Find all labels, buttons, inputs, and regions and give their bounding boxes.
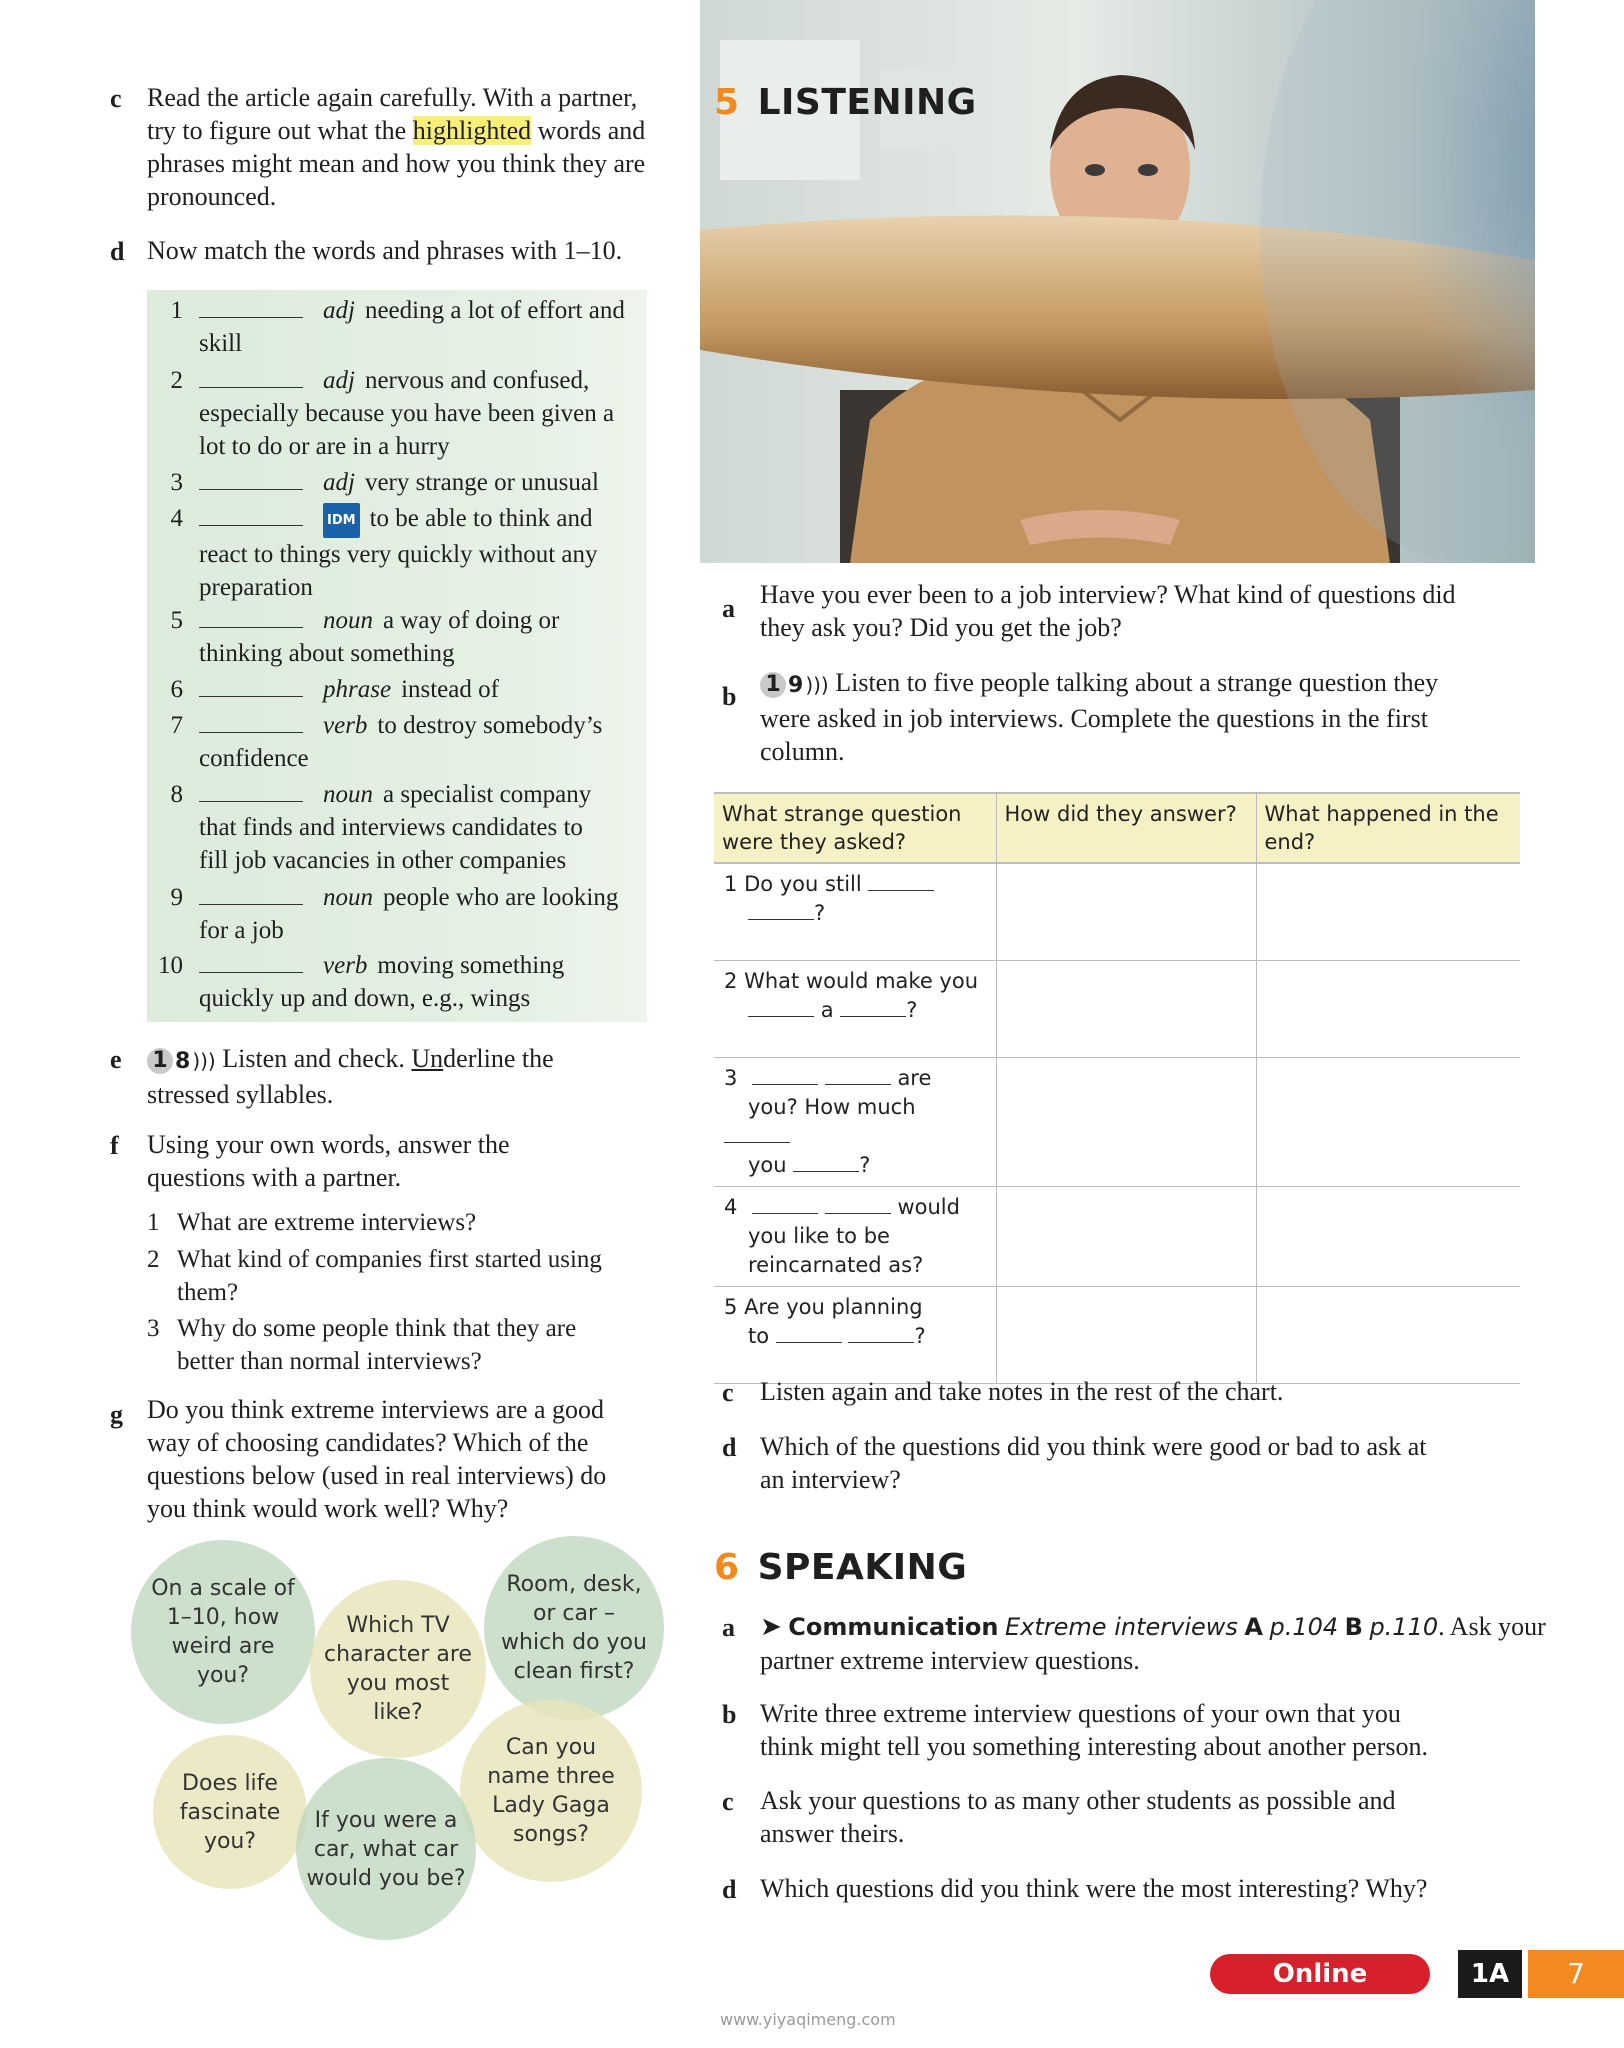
vocab-blank[interactable]	[199, 779, 303, 802]
notes-cell[interactable]	[1256, 961, 1520, 1058]
question-part: to	[748, 1324, 770, 1348]
vocab-number: 2	[170, 367, 183, 394]
chart-row	[714, 1058, 1520, 1187]
exercise-f-line: questions with a partner.	[147, 1163, 402, 1192]
audio-track-number: 9	[788, 672, 804, 698]
notes-cell[interactable]	[996, 1187, 1256, 1287]
sound-waves-icon: )))	[805, 672, 829, 697]
question-part: Do you still	[744, 872, 862, 896]
listening-a-line: they ask you? Did you get the job?	[760, 613, 1122, 642]
question-bubble-car	[296, 1758, 476, 1940]
question-part: Are you planning	[744, 1295, 923, 1319]
definition: needing a lot of effort and	[364, 297, 625, 324]
exercise-g-text	[147, 1393, 687, 1525]
vocab-number: 6	[170, 676, 183, 703]
listening-c-text: Listen again and take notes in the rest of the chart.	[760, 1377, 1284, 1406]
speaking-a-line2: partner extreme interview questions.	[760, 1646, 1140, 1675]
definition-cont: thinking about something	[199, 640, 455, 667]
online-practice-button[interactable]: Online Practice	[1210, 1954, 1430, 1994]
exercise-c-text	[147, 81, 667, 213]
speaking-c-text	[760, 1784, 1580, 1850]
vocab-number: 5	[170, 607, 183, 634]
notes-cell[interactable]	[996, 863, 1256, 961]
vocab-item-7	[147, 709, 667, 775]
question-cell	[714, 961, 996, 1058]
exercise-g-line: questions below (used in real interviews) do	[147, 1461, 607, 1490]
row-number: 3	[724, 1066, 738, 1090]
vocab-number: 3	[170, 469, 183, 496]
definition-cont: that finds and interviews candidates to	[199, 814, 583, 841]
question-bubble-clean	[484, 1536, 664, 1720]
question-part: you like to be	[748, 1224, 890, 1248]
exercise-g-line: you think would work well? Why?	[147, 1494, 509, 1523]
notes-cell[interactable]	[996, 961, 1256, 1058]
exercise-d-label: d	[110, 237, 125, 266]
speaking-b-label: b	[722, 1700, 737, 1729]
answer-blank[interactable]	[748, 901, 814, 920]
question-item-3	[147, 1312, 677, 1375]
question-cell	[714, 1287, 996, 1384]
vocab-number: 9	[170, 884, 183, 911]
speaking-a-text	[760, 1610, 1580, 1677]
definition-cont: for a job	[199, 917, 284, 944]
speaking-a-rest: . Ask your	[1438, 1612, 1546, 1641]
answer-blank[interactable]	[868, 872, 934, 891]
exercise-e-label: e	[110, 1045, 122, 1074]
question-part: ?	[859, 1153, 871, 1177]
definition-cont: react to things very quickly without any	[199, 540, 598, 568]
vocab-blank[interactable]	[199, 503, 303, 526]
vocab-number: 10	[158, 952, 183, 979]
speaking-b-line: Write three extreme interview questions of your own that you	[760, 1699, 1401, 1728]
question-part: ?	[814, 901, 826, 925]
vocab-blank[interactable]	[199, 365, 303, 388]
unit-label: 1A	[1458, 1950, 1522, 1998]
part-of-speech: noun	[323, 884, 373, 911]
audio-cd-icon: 1	[760, 672, 786, 698]
question-part: are	[897, 1066, 932, 1090]
exercise-c-text-after: words and phrases might mean and how you think they are pronounced.	[147, 116, 646, 211]
listening-b-label: b	[722, 682, 737, 711]
page-number: 7	[1528, 1950, 1624, 1998]
vocab-number: 1	[170, 297, 183, 324]
vocab-blank[interactable]	[199, 605, 303, 628]
section-title-speaking	[714, 1547, 967, 1588]
question-bubble-tv	[310, 1580, 486, 1758]
question-part: ?	[914, 1324, 926, 1348]
vocab-blank[interactable]	[199, 467, 303, 490]
notes-cell[interactable]	[1256, 863, 1520, 961]
question-text: better than normal interviews?	[177, 1348, 482, 1375]
student-a-label: A	[1244, 1613, 1263, 1641]
bubble-text: Room, desk, or car – which do you clean first?	[501, 1572, 647, 1684]
definition-cont: confidence	[199, 745, 309, 772]
section-title-listening	[714, 82, 977, 123]
listening-a-text	[760, 578, 1560, 644]
speaking-a-label: a	[722, 1613, 735, 1642]
exercise-f-text	[147, 1128, 667, 1194]
section-title-text: LISTENING	[757, 82, 977, 123]
exercise-d-text: Now match the words and phrases with 1–10.	[147, 236, 623, 265]
question-item-1	[147, 1206, 667, 1239]
arrow-right-icon: ➤	[760, 1612, 782, 1641]
speaking-d-text: Which questions did you think were the most interesting? Why?	[760, 1874, 1428, 1903]
answer-blank[interactable]	[748, 998, 814, 1017]
exercise-e-t1: Listen and check.	[222, 1044, 412, 1073]
chart-header-row	[714, 793, 1520, 863]
watermark-url: www.yiyaqimeng.com	[720, 2010, 896, 2029]
page-ref-b[interactable]: p.110	[1369, 1613, 1439, 1641]
question-bubble-life	[153, 1735, 307, 1889]
definition: nervous and confused,	[364, 367, 590, 394]
notes-cell[interactable]	[1256, 1187, 1520, 1287]
listening-a-label: a	[722, 594, 735, 623]
exercise-f-label: f	[110, 1131, 119, 1160]
definition: to be able to think and	[369, 505, 593, 532]
part-of-speech: phrase	[323, 676, 392, 703]
audio-cd-icon: 1	[147, 1048, 173, 1074]
question-cell	[714, 1058, 996, 1187]
part-of-speech: adj	[323, 367, 355, 394]
listening-d-line: an interview?	[760, 1465, 901, 1494]
listening-b-text	[760, 666, 1580, 768]
answer-blank[interactable]	[825, 1066, 891, 1085]
definition: moving something	[377, 952, 565, 979]
vocab-number: 8	[170, 781, 183, 808]
part-of-speech: adj	[323, 469, 355, 496]
vocab-item-9	[147, 881, 667, 947]
audio-track-button[interactable]	[147, 1045, 216, 1078]
definition-cont: skill	[199, 330, 243, 357]
exercise-f-line: Using your own words, answer the	[147, 1130, 510, 1159]
chart-header: How did they answer?	[996, 793, 1256, 863]
row-number: 5	[724, 1295, 738, 1319]
answer-blank[interactable]	[825, 1195, 891, 1214]
listening-d-text	[760, 1430, 1560, 1496]
chart-row	[714, 1287, 1520, 1384]
question-text: What are extreme interviews?	[177, 1209, 477, 1236]
notes-cell[interactable]	[1256, 1287, 1520, 1384]
answer-blank[interactable]	[752, 1066, 818, 1085]
exercise-e-t3: stressed syllables.	[147, 1079, 334, 1109]
question-number: 3	[147, 1315, 160, 1342]
bubble-text: Does life fascinate you?	[179, 1770, 281, 1854]
part-of-speech: noun	[323, 781, 373, 808]
section-number: 5	[714, 82, 740, 123]
exercise-g-line: Do you think extreme interviews are a good	[147, 1395, 605, 1424]
listening-chart	[714, 792, 1520, 1384]
activity-name: Extreme interviews	[1005, 1613, 1238, 1641]
question-number: 2	[147, 1246, 160, 1273]
vocab-item-8	[147, 778, 667, 877]
speaking-b-line: think might tell you something interesting about another person.	[760, 1732, 1428, 1761]
definition-cont: fill job vacancies in other companies	[199, 847, 567, 874]
notes-cell[interactable]	[996, 1058, 1256, 1187]
exercise-c-label: c	[110, 84, 122, 113]
exercise-g-line: way of choosing candidates? Which of the	[147, 1428, 589, 1457]
definition: a specialist company	[383, 781, 592, 808]
question-cell	[714, 863, 996, 961]
vocab-item-10	[147, 949, 667, 1015]
question-bubble-lady-gaga	[460, 1700, 642, 1882]
notes-cell[interactable]	[1256, 1058, 1520, 1187]
bubble-text: Can you name three Lady Gaga songs?	[487, 1735, 615, 1847]
vocab-item-3	[147, 466, 667, 499]
definition: people who are looking	[383, 884, 619, 911]
vocab-item-5	[147, 604, 667, 670]
exercise-e-t2: derline the	[443, 1044, 554, 1073]
row-number: 2	[724, 969, 738, 993]
listening-b-line: Listen to five people talking about a strange question they	[835, 668, 1439, 697]
question-part: you	[748, 1153, 787, 1177]
speaking-c-line: answer theirs.	[760, 1819, 905, 1848]
row-number: 1	[724, 872, 738, 896]
question-text: What kind of companies first started using	[177, 1246, 602, 1273]
vocab-number: 4	[170, 505, 183, 532]
definition-cont: quickly up and down, e.g., wings	[199, 985, 531, 1012]
question-number: 1	[147, 1209, 160, 1236]
question-part: would	[897, 1195, 960, 1219]
question-part: a	[820, 998, 834, 1022]
part-of-speech: verb	[323, 712, 368, 739]
part-of-speech: verb	[323, 952, 368, 979]
chart-header: What strange question were they asked?	[714, 793, 996, 863]
sound-waves-icon: )))	[192, 1048, 216, 1073]
answer-blank[interactable]	[840, 998, 906, 1017]
row-number: 4	[724, 1195, 738, 1219]
definition-cont: lot to do or are in a hurry	[199, 433, 450, 460]
chart-header: What happened in the end?	[1256, 793, 1520, 863]
question-bubble-weird	[131, 1540, 315, 1724]
idiom-badge: IDM	[323, 503, 360, 538]
answer-blank[interactable]	[752, 1195, 818, 1214]
vocab-number: 7	[170, 712, 183, 739]
answer-blank[interactable]	[848, 1324, 914, 1343]
part-of-speech: noun	[323, 607, 373, 634]
vocab-blank[interactable]	[199, 950, 303, 973]
listening-c-label: c	[722, 1378, 734, 1407]
question-part: reincarnated as?	[748, 1253, 924, 1277]
speaking-c-line: Ask your questions to as many other students as possible and	[760, 1786, 1396, 1815]
underlined-syllable: Un	[411, 1044, 444, 1073]
vocab-blank[interactable]	[199, 295, 303, 318]
definition-cont: preparation	[199, 573, 313, 601]
vocab-item-2	[147, 364, 667, 463]
answer-blank[interactable]	[776, 1324, 842, 1343]
bubble-text: If you were a car, what car would you be?	[306, 1807, 466, 1891]
definition: instead of	[401, 676, 499, 703]
vocab-item-1	[147, 294, 657, 360]
vocab-item-6	[147, 673, 667, 706]
bubble-text: Which TV character are you most like?	[324, 1613, 472, 1725]
section-number: 6	[714, 1547, 740, 1588]
listening-b-line: column.	[760, 736, 845, 766]
exercise-g-label: g	[110, 1400, 123, 1429]
section-title-text: SPEAKING	[757, 1547, 968, 1588]
question-text: them?	[177, 1279, 239, 1306]
vocab-blank[interactable]	[199, 674, 303, 697]
definition: to destroy somebody’s	[377, 712, 603, 739]
speaking-b-text	[760, 1697, 1580, 1763]
notes-cell[interactable]	[996, 1287, 1256, 1384]
vocab-blank[interactable]	[199, 882, 303, 905]
part-of-speech: adj	[323, 297, 355, 324]
exercise-e-text	[147, 1042, 667, 1111]
question-item-2	[147, 1243, 677, 1306]
question-cell	[714, 1187, 996, 1287]
listening-d-line: Which of the questions did you think were good or bad to ask at	[760, 1432, 1427, 1461]
definition: a way of doing or	[383, 607, 560, 634]
listening-a-line: Have you ever been to a job interview? What kind of questions did	[760, 580, 1456, 609]
vocab-blank[interactable]	[199, 710, 303, 733]
answer-blank[interactable]	[724, 1124, 790, 1143]
listening-b-line: were asked in job interviews. Complete the questions in the first	[760, 703, 1428, 733]
definition: very strange or unusual	[364, 469, 599, 496]
speaking-d-label: d	[722, 1875, 737, 1904]
chart-row	[714, 961, 1520, 1058]
definition-cont: especially because you have been given a	[199, 400, 615, 427]
student-b-label: B	[1344, 1613, 1363, 1641]
chart-row	[714, 863, 1520, 961]
highlighted-word: highlighted	[412, 116, 532, 145]
page-ref-a[interactable]: p.104	[1269, 1613, 1339, 1641]
listening-d-label: d	[722, 1433, 737, 1462]
communication-link[interactable]: Communication	[788, 1613, 999, 1641]
speaking-c-label: c	[722, 1787, 734, 1816]
question-part: ?	[906, 998, 918, 1022]
bubble-text: On a scale of 1–10, how weird are you?	[151, 1576, 295, 1688]
vocab-item-4	[147, 502, 667, 604]
question-part: you? How much	[748, 1095, 916, 1119]
question-part: What would make you	[744, 969, 979, 993]
answer-blank[interactable]	[793, 1153, 859, 1172]
audio-track-button[interactable]	[760, 669, 829, 702]
exercise-c-text-before: Read the article again carefully. With a partner, try to figure out what the	[147, 83, 638, 145]
audio-track-number: 8	[175, 1048, 191, 1074]
chart-row	[714, 1187, 1520, 1287]
question-text: Why do some people think that they are	[177, 1315, 577, 1342]
